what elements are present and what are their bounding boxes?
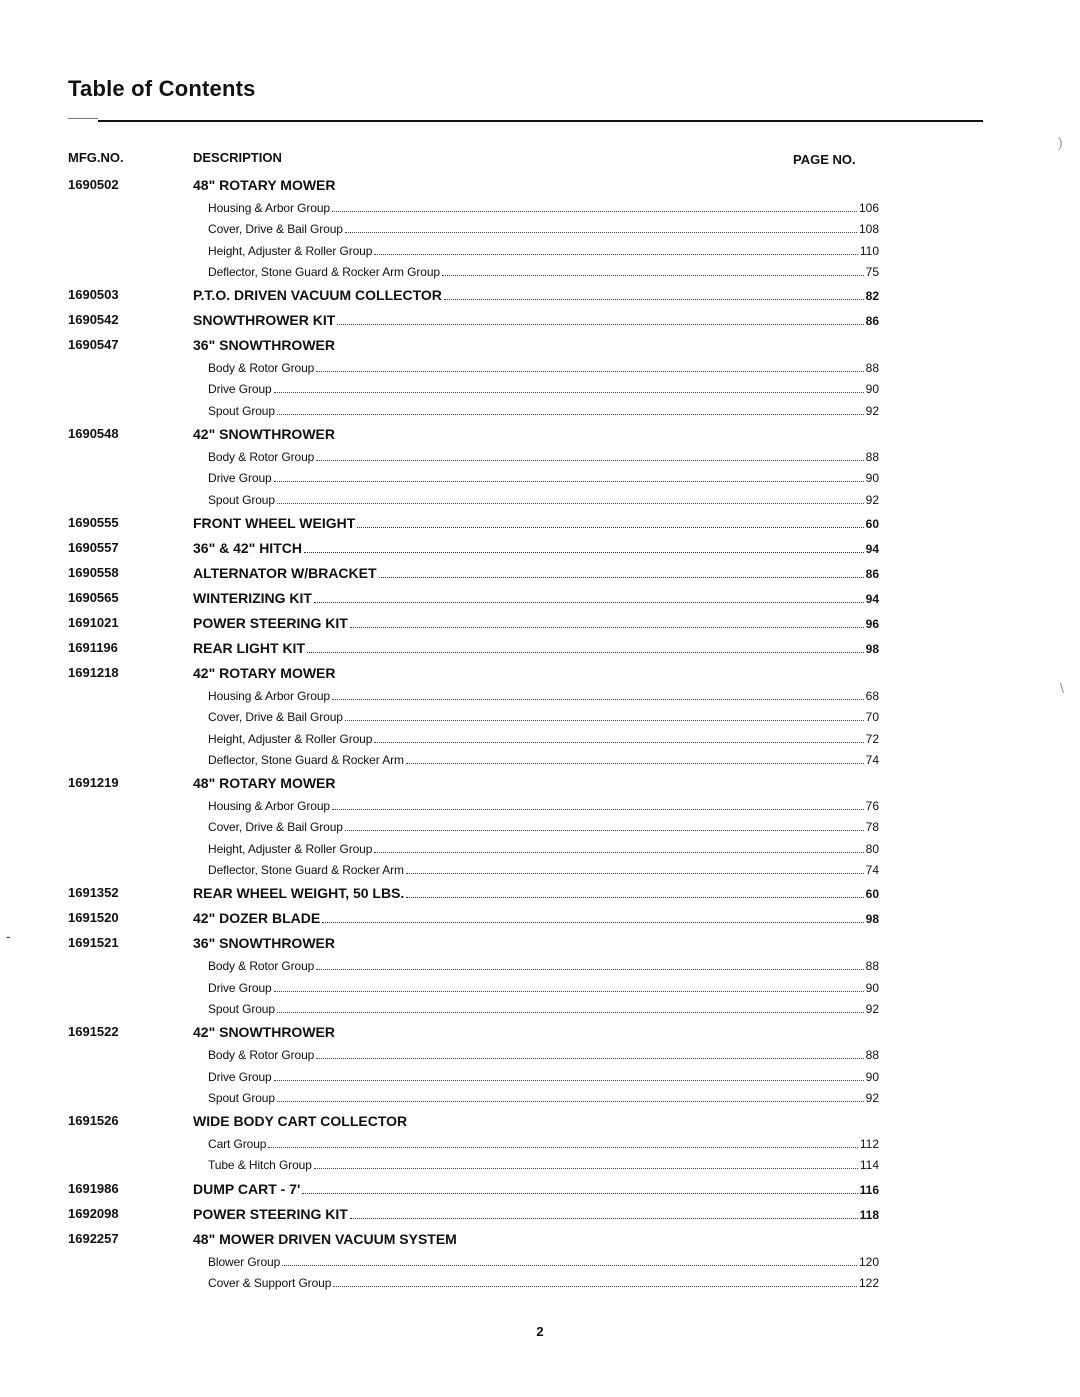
toc-sub-row [0,1156,1080,1177]
entry-description: 42" ROTARY MOWER [193,664,336,681]
dot-leader [345,232,857,233]
entry-description: 48" ROTARY MOWER [193,177,336,193]
toc-sub-row [0,1068,1080,1089]
sub-description: Drive Group [208,471,272,486]
sub-description: Body & Rotor Group [208,450,315,465]
sub-description: Drive Group [208,382,272,397]
entry-description: ALTERNATOR W/BRACKET [193,564,377,581]
toc-sub-line [208,265,879,279]
entry-description: 36" & 42" HITCH [193,539,302,556]
sub-page: 74 [865,863,879,878]
toc-main-row [0,1021,1080,1046]
scan-mark: - [6,928,11,944]
dot-leader [345,720,864,721]
toc-main-row [0,334,1080,359]
sub-description: Spout Group [208,403,275,418]
toc-sub-row [0,818,1080,839]
page-title: Table of Contents [68,76,256,101]
toc-list [0,174,1080,1295]
toc-main-row [0,537,1080,562]
toc-sub-line [208,1091,879,1105]
sub-page: 88 [865,959,879,974]
entry-description: 36" SNOWTHROWER [193,337,335,354]
toc-sub-line [208,493,879,507]
toc-sub-row [0,708,1080,729]
toc-entry [0,334,1080,423]
toc-sub-row [0,751,1080,772]
mfg-number: 1690503 [68,287,119,303]
dot-leader [406,897,863,898]
toc-main-row [0,1203,1080,1228]
toc-main-row [0,1110,1080,1135]
dot-leader [406,873,864,874]
mfg-number: 1691021 [68,614,119,630]
entry-description: 42" DOZER BLADE [193,910,321,927]
toc-line [193,910,879,926]
toc-sub-line [208,842,879,856]
entry-page: 94 [865,591,879,606]
dot-leader [277,503,864,504]
dot-leader [316,371,863,372]
sub-description: Blower Group [208,1254,281,1269]
sub-description: Cover, Drive & Bail Group [208,222,343,237]
toc-sub-line [208,863,879,877]
mfg-number: 1690557 [68,539,119,555]
mfg-number: 1691352 [68,885,119,901]
toc-line [193,935,879,951]
scan-mark: ) [1058,134,1063,150]
dot-leader [350,627,864,628]
toc-main-row [0,882,1080,907]
entry-page: 82 [865,289,879,304]
toc-sub-line [208,471,879,485]
toc-sub-row [0,448,1080,469]
toc-sub-row [0,469,1080,490]
dot-leader [332,699,864,700]
toc-line [193,1231,879,1247]
sub-description: Spout Group [208,1001,275,1016]
toc-line [193,640,879,656]
entry-description: REAR WHEEL WEIGHT, 50 LBS. [193,885,405,902]
toc-main-row [0,907,1080,932]
toc-sub-line [208,361,879,375]
toc-line [193,1024,879,1040]
mfg-number: 1691219 [68,775,119,791]
entry-description: SNOWTHROWER KIT [193,312,336,329]
sub-description: Housing & Arbor Group [208,688,330,703]
column-header-mfg: MFG.NO. [68,150,124,165]
toc-line [193,775,879,791]
toc-entry [0,512,1080,537]
toc-entry [0,537,1080,562]
toc-entry [0,612,1080,637]
dot-leader [314,602,864,603]
sub-description: Cart Group [208,1137,267,1152]
sub-description: Height, Adjuster & Roller Group [208,243,373,258]
toc-line [193,515,879,531]
toc-entry [0,587,1080,612]
sub-page: 120 [858,1254,879,1269]
entry-page: 86 [865,314,879,329]
toc-sub-line [208,959,879,973]
entry-page: 86 [865,566,879,581]
dot-leader [282,1265,857,1266]
toc-entry [0,1021,1080,1110]
mfg-number: 1691986 [68,1180,119,1196]
dot-leader [277,414,864,415]
mfg-number: 1692257 [68,1230,119,1246]
sub-page: 80 [865,841,879,856]
dot-leader [277,1012,864,1013]
toc-main-row [0,174,1080,199]
mfg-number: 1690542 [68,312,119,328]
mfg-number: 1690502 [68,177,119,192]
toc-sub-line [208,222,879,236]
toc-sub-line [208,1158,879,1172]
toc-sub-row [0,797,1080,818]
toc-line [193,540,879,556]
toc-main-row [0,562,1080,587]
sub-page: 106 [858,201,879,215]
sub-description: Body & Rotor Group [208,361,315,376]
sub-description: Drive Group [208,980,272,995]
toc-main-row [0,612,1080,637]
dot-leader [332,211,857,212]
dot-leader [406,763,864,764]
toc-main-row [0,423,1080,448]
scan-mark: \ [1060,680,1064,696]
toc-sub-line [208,1070,879,1084]
toc-sub-row [0,242,1080,263]
title-rule-short [68,118,98,119]
dot-leader [350,1218,858,1219]
mfg-number: 1690558 [68,564,119,580]
sub-page: 108 [858,222,879,237]
toc-sub-line [208,244,879,258]
dot-leader [379,577,864,578]
dot-leader [316,460,863,461]
dot-leader [374,852,863,853]
dot-leader [274,392,864,393]
toc-entry [0,174,1080,284]
sub-description: Deflector, Stone Guard & Rocker Arm [208,863,404,878]
toc-sub-line [208,753,879,767]
toc-sub-row [0,840,1080,861]
dot-leader [268,1147,858,1148]
sub-page: 75 [865,264,879,279]
toc-main-row [0,512,1080,537]
sub-page: 122 [858,1276,879,1291]
sub-page: 88 [865,450,879,465]
sub-page: 114 [859,1158,879,1173]
sub-description: Spout Group [208,1090,275,1105]
toc-sub-row [0,402,1080,423]
toc-entry [0,637,1080,662]
toc-sub-row [0,380,1080,401]
toc-line [193,590,879,606]
toc-line [193,426,879,442]
toc-sub-row [0,1135,1080,1156]
dot-leader [322,922,863,923]
dot-leader [316,969,863,970]
toc-sub-row [0,1000,1080,1021]
toc-main-row [0,932,1080,957]
sub-page: 70 [865,710,879,725]
sub-page: 74 [865,752,879,767]
toc-entry [0,423,1080,512]
toc-sub-line [208,201,879,215]
sub-page: 76 [865,799,879,814]
sub-page: 90 [865,471,879,486]
entry-description: 42" SNOWTHROWER [193,1024,335,1041]
toc-sub-row [0,199,1080,220]
toc-line [193,615,879,631]
toc-entry [0,562,1080,587]
dot-leader [442,275,864,276]
toc-main-row [0,637,1080,662]
entry-description: REAR LIGHT KIT [193,639,305,656]
entry-description: FRONT WHEEL WEIGHT [193,514,356,531]
sub-description: Body & Rotor Group [208,1048,315,1063]
toc-sub-row [0,1253,1080,1274]
toc-entry [0,1110,1080,1178]
toc-entry [0,309,1080,334]
sub-description: Deflector, Stone Guard & Rocker Arm Group [208,264,441,279]
dot-leader [337,324,863,325]
toc-entry [0,1178,1080,1203]
dot-leader [444,299,864,300]
toc-entry [0,1203,1080,1228]
sub-page: 90 [865,980,879,995]
entry-description: P.T.O. DRIVEN VACUUM COLLECTOR [193,287,442,304]
dot-leader [332,809,864,810]
dot-leader [274,991,864,992]
toc-sub-line [208,382,879,396]
sub-description: Cover, Drive & Bail Group [208,710,343,725]
toc-sub-line [208,1255,879,1269]
toc-sub-row [0,861,1080,882]
entry-description: WIDE BODY CART COLLECTOR [193,1113,408,1130]
sub-description: Housing & Arbor Group [208,201,330,215]
toc-sub-line [208,1276,879,1290]
toc-main-row [0,1178,1080,1203]
sub-description: Body & Rotor Group [208,959,315,974]
toc-line [193,177,879,193]
entry-page: 96 [865,616,879,631]
mfg-number: 1690548 [68,426,119,442]
dot-leader [314,1168,858,1169]
toc-main-row [0,587,1080,612]
toc-line [193,337,879,353]
entry-page: 94 [865,541,879,556]
toc-sub-line [208,1137,879,1151]
sub-page: 78 [865,820,879,835]
toc-sub-row [0,957,1080,978]
mfg-number: 1691520 [68,910,119,926]
dot-leader [374,254,858,255]
sub-page: 90 [865,382,879,397]
toc-line [193,1206,879,1222]
sub-page: 92 [865,492,879,507]
toc-sub-line [208,820,879,834]
sub-description: Drive Group [208,1069,272,1084]
entry-page: 98 [865,641,879,656]
toc-sub-line [208,732,879,746]
entry-page: 98 [865,912,879,927]
toc-sub-line [208,981,879,995]
toc-entry [0,772,1080,882]
toc-sub-row [0,1274,1080,1295]
entry-description: WINTERIZING KIT [193,589,312,606]
mfg-number: 1691196 [68,639,118,655]
dot-leader [357,527,863,528]
mfg-number: 1691521 [68,935,119,951]
sub-page: 90 [865,1069,879,1084]
entry-page: 60 [865,516,879,531]
column-header-description: DESCRIPTION [193,150,282,165]
sub-page: 88 [865,361,879,376]
dot-leader [274,1080,864,1081]
toc-main-row [0,662,1080,687]
toc-sub-row [0,220,1080,241]
sub-description: Spout Group [208,492,275,507]
sub-page: 112 [859,1137,879,1152]
entry-page: 118 [859,1207,879,1222]
toc-line [193,885,879,901]
sub-description: Cover, Drive & Bail Group [208,820,343,835]
sub-page: 110 [859,243,879,258]
toc-sub-row [0,730,1080,751]
toc-entry [0,932,1080,1021]
sub-page: 92 [865,403,879,418]
mfg-number: 1690547 [68,337,119,353]
entry-description: 48" ROTARY MOWER [193,775,336,792]
sub-description: Deflector, Stone Guard & Rocker Arm [208,752,404,767]
title-rule [98,120,983,122]
toc-entry [0,284,1080,309]
toc-main-row [0,284,1080,309]
toc-sub-line [208,450,879,464]
dot-leader [302,1193,857,1194]
entry-page: 60 [865,887,879,902]
toc-sub-line [208,689,879,703]
toc-line [193,1181,879,1197]
toc-sub-row [0,687,1080,708]
toc-sub-line [208,799,879,813]
toc-main-row [0,772,1080,797]
sub-description: Cover & Support Group [208,1276,332,1291]
dot-leader [304,552,864,553]
mfg-number: 1691218 [68,664,119,680]
page-number: 2 [536,1324,544,1339]
toc-line [193,665,879,681]
toc-line [193,1113,879,1129]
entry-description: POWER STEERING KIT [193,1205,348,1222]
sub-page: 92 [865,1001,879,1016]
entry-description: 42" SNOWTHROWER [193,426,335,443]
toc-entry [0,662,1080,772]
toc-sub-row [0,359,1080,380]
sub-description: Tube & Hitch Group [208,1158,312,1173]
toc-sub-line [208,404,879,418]
toc-line [193,312,879,328]
toc-sub-line [208,1002,879,1016]
toc-line [193,565,879,581]
sub-description: Height, Adjuster & Roller Group [208,731,373,746]
mfg-number: 1690565 [68,589,119,605]
toc-sub-row [0,263,1080,284]
sub-page: 68 [865,688,879,703]
toc-sub-row [0,1046,1080,1067]
mfg-number: 1690555 [68,514,119,530]
mfg-number: 1691526 [68,1113,119,1129]
entry-description: 36" SNOWTHROWER [193,935,335,952]
dot-leader [374,742,863,743]
dot-leader [307,652,864,653]
toc-entry [0,882,1080,907]
toc-main-row [0,309,1080,334]
entry-description: DUMP CART - 7' [193,1180,301,1197]
toc-line [193,287,879,303]
sub-page: 72 [865,731,879,746]
toc-entry [0,1228,1080,1296]
toc-sub-row [0,979,1080,1000]
dot-leader [333,1286,857,1287]
sub-description: Housing & Arbor Group [208,799,330,814]
dot-leader [345,830,864,831]
toc-sub-line [208,1048,879,1062]
mfg-number: 1692098 [68,1205,119,1221]
toc-sub-row [0,491,1080,512]
sub-page: 92 [865,1090,879,1105]
toc-sub-line [208,710,879,724]
sub-page: 88 [865,1048,879,1063]
mfg-number: 1691522 [68,1024,119,1040]
dot-leader [274,481,864,482]
toc-entry [0,907,1080,932]
entry-page: 116 [859,1182,879,1197]
entry-description: 48" MOWER DRIVEN VACUUM SYSTEM [193,1230,457,1247]
toc-sub-row [0,1089,1080,1110]
sub-description: Height, Adjuster & Roller Group [208,841,373,856]
column-header-page: PAGE NO. [793,152,856,167]
toc-main-row [0,1228,1080,1253]
dot-leader [277,1101,864,1102]
entry-description: POWER STEERING KIT [193,614,348,631]
dot-leader [316,1058,863,1059]
